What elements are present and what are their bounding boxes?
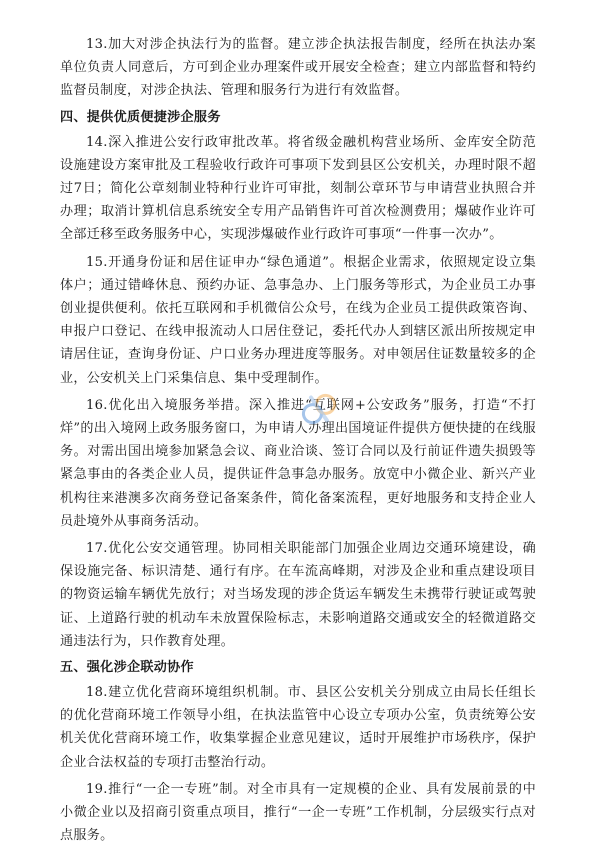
paragraph-14: 14.深入推进公安行政审批改革。将省级金融机构营业场所、金库安全防范设施建设方案审批及工程验收行政许可事项下发到县区公安机关，办理时限不超过7日；简化公章刻制业特种行业许可审批，刻制公章环节与申请营业执照合并办理；取消计算机信息系统安全专用产品销售许可首次检测费用；爆破作业许可全部迁移至政务服务中心，实现涉爆破作业行政许可事项“一件事一次办”。 xyxy=(60,134,536,243)
section-heading-5: 五、强化涉企联动协作 xyxy=(60,660,194,676)
paragraph-15: 15.开通身份证和居住证申办“绿色通道”。根据企业需求，依照规定设立集体户；通过错峰休息、预约办证、急事急办、上门服务等形式，为企业员工办事创业提供便利。依托互联网和手机微信公众号，在线为企业员工提供政策咨询、申报户口登记、在线申报流动人口居住登记，委托代办人到辖区派出所按规定申请居住证，查询身份证、户口业务办理进度等服务。对申领居住证数量较多的企业，公安机关上门采集信息、集中受理制作。 xyxy=(60,254,536,386)
paragraph-13: 13.加大对涉企执法行为的监督。建立涉企执法报告制度，经所在执法办案单位负责人同意后，方可到企业办理案件或开展安全检查；建立内部监督和特约监督员制度，对涉企执法、管理和服务行为进行有效监督。 xyxy=(60,37,536,99)
paragraph-17: 17.优化公安交通管理。协同相关职能部门加强企业周边交通环境建设，确保设施完备、标识清楚、通行有序。在车流高峰期，对涉及企业和重点建设项目的物资运输车辆优先放行；对当场发现的涉企货运车辆发生未携带行驶证或驾驶证、上道路行驶的机动车未放置保险标志，未影响道路交通或安全的轻微道路交通违法行为，只作教育处理。 xyxy=(60,541,536,649)
section-heading-4: 四、提供优质便捷涉企服务 xyxy=(60,109,221,125)
document-body xyxy=(60,33,536,852)
paragraph-16: 16.优化出入境服务举措。深入推进“互联网+公安政务”服务，打造“不打烊”的出入境网上政务服务窗口，为申请人办理出国境证件提供方便快捷的在线服务。对需出国出境参加紧急会议、商业洽谈、签订合同以及行前证件遗失损毁等紧急事由的各类企业人员，提供证件急事急办服务。放宽中小微企业、新兴产业机构往来港澳多次商务登记备案条件，简化备案流程，更好地服务和支持企业人员赴境外从事商务活动。 xyxy=(60,397,536,529)
paragraph-19: 19.推行“一企一专班”制。对全市具有一定规模的企业、具有发展前景的中小微企业以及招商引资重点项目，推行“一企一专班”工作机制，分层级实行点对点服务。 xyxy=(60,781,536,844)
paragraph-18: 18.建立优化营商环境组织机制。市、县区公安机关分别成立由局长任组长的优化营商环境工作领导小组，在执法监管中心设立专项办公室，负责统筹公安机关优化营商环境工作，收集掌握企业意见建议，适时开展维护市场秩序，保护企业合法权益的专项打击整治行动。 xyxy=(60,685,536,770)
